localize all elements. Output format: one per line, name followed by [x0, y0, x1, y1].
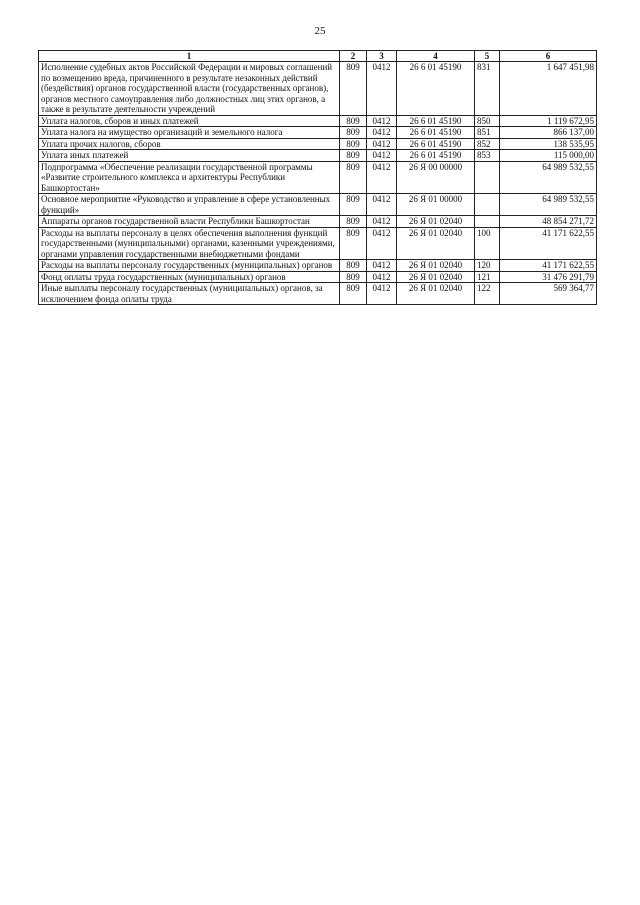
- row-vr: 122: [475, 283, 500, 305]
- row-vr: 121: [475, 271, 500, 283]
- row-vr: [475, 161, 500, 194]
- row-name: Уплата прочих налогов, сборов: [39, 138, 340, 150]
- row-amount: 866 137,00: [500, 127, 597, 139]
- row-name: Основное мероприятие «Руководство и управление в сфере установленных функций»: [39, 194, 340, 216]
- row-name: Уплата налога на имущество организаций и земельного налога: [39, 127, 340, 139]
- row-amount: 41 171 622,55: [500, 260, 597, 272]
- row-amount: 1 647 451,98: [500, 62, 597, 116]
- row-section: 0412: [367, 216, 397, 228]
- header-col-6: 6: [500, 51, 597, 62]
- row-amount: 64 989 532,55: [500, 161, 597, 194]
- table-row: [39, 138, 597, 150]
- row-section: 0412: [367, 127, 397, 139]
- row-name: Аппараты органов государственной власти Республики Башкортостан: [39, 216, 340, 228]
- table-header-row: [39, 51, 597, 62]
- row-grbs: 809: [340, 227, 367, 260]
- row-grbs: 809: [340, 194, 367, 216]
- page-number: 25: [314, 25, 326, 37]
- row-name: Расходы на выплаты персоналу государственных (муниципальных) органов: [39, 260, 340, 272]
- row-section: 0412: [367, 271, 397, 283]
- row-grbs: 809: [340, 283, 367, 305]
- header-col-3: 3: [367, 51, 397, 62]
- row-vr: 120: [475, 260, 500, 272]
- row-amount: 48 854 271,72: [500, 216, 597, 228]
- row-section: 0412: [367, 150, 397, 162]
- row-grbs: 809: [340, 115, 367, 127]
- row-grbs: 809: [340, 127, 367, 139]
- row-amount: 569 364,77: [500, 283, 597, 305]
- row-name: Расходы на выплаты персоналу в целях обеспечения выполнения функций государственными (муниципальными) органами, казенными учреждениями, органами управления государственными внебюджетными фондами: [39, 227, 340, 260]
- table-row: [39, 161, 597, 194]
- row-section: 0412: [367, 260, 397, 272]
- header-col-5: 5: [475, 51, 500, 62]
- row-grbs: 809: [340, 216, 367, 228]
- row-name: Уплата налогов, сборов и иных платежей: [39, 115, 340, 127]
- row-grbs: 809: [340, 260, 367, 272]
- row-name: Подпрограмма «Обеспечение реализации государственной программы «Развитие строительного комплекса и архитектуры Республики Башкортостан»: [39, 161, 340, 194]
- row-vr: 852: [475, 138, 500, 150]
- row-vr: 100: [475, 227, 500, 260]
- row-amount: 41 171 622,55: [500, 227, 597, 260]
- row-grbs: 809: [340, 271, 367, 283]
- row-section: 0412: [367, 161, 397, 194]
- row-name: Иные выплаты персоналу государственных (муниципальных) органов, за исключением фонда оплаты труда: [39, 283, 340, 305]
- row-target: 26 6 01 45190: [397, 138, 475, 150]
- row-vr: [475, 216, 500, 228]
- row-target: 26 Я 01 02040: [397, 283, 475, 305]
- row-section: 0412: [367, 138, 397, 150]
- header-col-2: 2: [340, 51, 367, 62]
- row-target: 26 Я 01 02040: [397, 271, 475, 283]
- row-name: Исполнение судебных актов Российской Федерации и мировых соглашений по возмещению вреда, причиненного в результате незаконных действий (бездействия) органов государственной власти (государственных органов), органов местного самоуправления либо должностных лиц этих органов, а также в результате деятельности учреждений: [39, 62, 340, 116]
- row-amount: 64 989 532,55: [500, 194, 597, 216]
- row-target: 26 Я 01 02040: [397, 227, 475, 260]
- row-target: 26 6 01 45190: [397, 62, 475, 116]
- row-grbs: 809: [340, 150, 367, 162]
- row-target: 26 Я 01 02040: [397, 216, 475, 228]
- table-row: [39, 260, 597, 272]
- table-row: [39, 271, 597, 283]
- row-target: 26 6 01 45190: [397, 115, 475, 127]
- row-amount: 31 476 291,79: [500, 271, 597, 283]
- table-row: [39, 216, 597, 228]
- row-vr: 831: [475, 62, 500, 116]
- table-row: [39, 227, 597, 260]
- row-target: 26 Я 01 00000: [397, 194, 475, 216]
- row-name: Уплата иных платежей: [39, 150, 340, 162]
- row-vr: 851: [475, 127, 500, 139]
- table-row: [39, 115, 597, 127]
- row-target: 26 6 01 45190: [397, 127, 475, 139]
- row-target: 26 Я 00 00000: [397, 161, 475, 194]
- table-row: [39, 194, 597, 216]
- table-row: [39, 62, 597, 116]
- table-row: [39, 127, 597, 139]
- row-grbs: 809: [340, 62, 367, 116]
- table-row: [39, 283, 597, 305]
- row-section: 0412: [367, 283, 397, 305]
- row-grbs: 809: [340, 161, 367, 194]
- row-amount: 1 119 672,95: [500, 115, 597, 127]
- row-target: 26 Я 01 02040: [397, 260, 475, 272]
- table-row: [39, 150, 597, 162]
- row-grbs: 809: [340, 138, 367, 150]
- row-vr: 853: [475, 150, 500, 162]
- header-col-4: 4: [397, 51, 475, 62]
- row-section: 0412: [367, 62, 397, 116]
- row-section: 0412: [367, 115, 397, 127]
- row-section: 0412: [367, 194, 397, 216]
- row-vr: 850: [475, 115, 500, 127]
- budget-table: [38, 50, 597, 305]
- row-target: 26 6 01 45190: [397, 150, 475, 162]
- row-name: Фонд оплаты труда государственных (муниципальных) органов: [39, 271, 340, 283]
- row-amount: 115 000,00: [500, 150, 597, 162]
- header-col-1: 1: [39, 51, 340, 62]
- row-section: 0412: [367, 227, 397, 260]
- row-amount: 138 535,95: [500, 138, 597, 150]
- row-vr: [475, 194, 500, 216]
